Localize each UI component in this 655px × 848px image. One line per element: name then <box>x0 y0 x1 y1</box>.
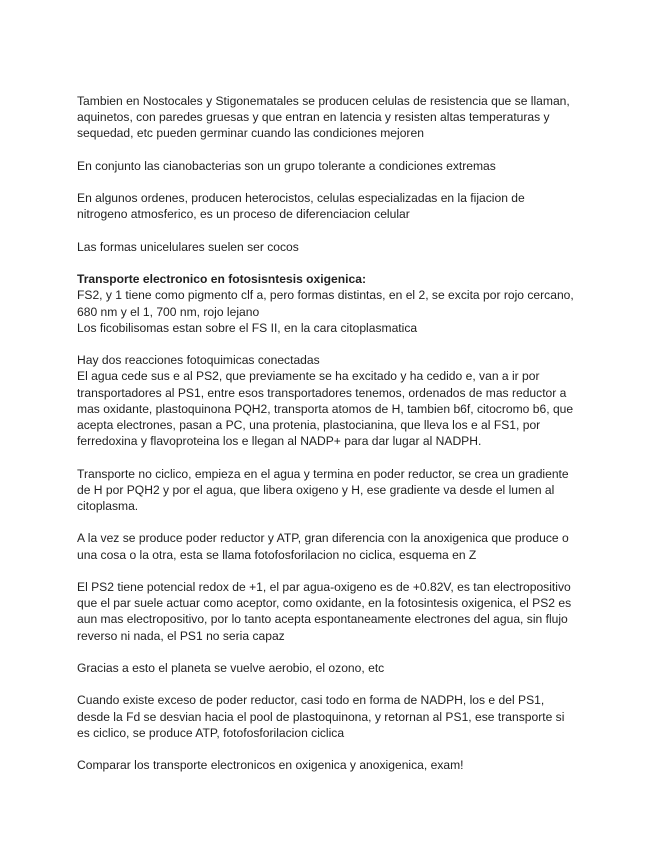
paragraph-cianobacterias: En conjunto las cianobacterias son un grupo tolerante a condiciones extremas <box>77 158 496 173</box>
paragraph-transporte-no-ciclico: Transporte no ciclico, empieza en el agua y termina en poder reductor, se crea un gradiente de H por PQH2 y por el agua, que libera oxigeno y H, ese gradiente va desde el lumen al citoplasma. <box>77 466 569 513</box>
paragraph-fotosistemas: FS2, y 1 tiene como pigmento clf a, pero formas distintas, en el 2, se excita por rojo cercano, 680 nm y el 1, 700 nm, rojo lejano <box>77 288 574 319</box>
paragraph-comparar-exam: Comparar los transporte electronicos en oxigenica y anoxigenica, exam! <box>77 758 464 773</box>
paragraph-formas-unicelulares: Las formas unicelulares suelen ser cocos <box>77 239 299 254</box>
document-body <box>77 93 577 790</box>
section-reacciones-fotoquimicas <box>77 352 577 449</box>
paragraph-esquema-z: A la vez se produce poder reductor y ATP, gran diferencia con la anoxigenica que produce o una cosa o la otra, esta se llama fotofosforilacion no ciclica, esquema en Z <box>77 531 569 562</box>
paragraph-cadena-transporte: El agua cede sus e al PS2, que previamente se ha excitado y ha cedido e, van a ir por transportadores al PS1, entre esos transportadores tenemos, ordenados de mas reductor a mas oxidante, plastoquinona PQH2, transporta atomos de H, tambien b6f, citocromo b6, que acepta electrones, pasan a PC, una protenia, plastocianina, que lleva los e al FS1, por ferredoxina y flavoproteina los e llegan al NADP+ para dar lugar al NADPH. <box>77 369 574 449</box>
paragraph-potencial-redox: El PS2 tiene potencial redox de +1, el par agua-oxigeno es de +0.82V, es tan electropositivo que el par suele actuar como aceptor, como oxidante, en la fotosintesis oxigenica, el PS2 es aun mas electropositivo, por lo tanto acepta espontaneamente electrones del agua, sin flujo reverso ni nada, el PS1 no seria capaz <box>77 579 572 643</box>
section-heading: Transporte electronico en fotosisntesis oxigenica: <box>77 272 366 287</box>
paragraph-planeta-aerobio: Gracias a esto el planeta se vuelve aerobio, el ozono, etc <box>77 660 385 675</box>
paragraph-heterocistos: En algunos ordenes, producen heterocistos, celulas especializadas en la fijacion de nitrogeno atmosferico, es un proceso de diferenciacion celular <box>77 191 525 222</box>
section-transporte-electronico <box>77 271 577 336</box>
paragraph-aquinetos: Tambien en Nostocales y Stigonematales se producen celulas de resistencia que se llaman, aquinetos, con paredes gruesas y que entran en latencia y resisten altas temperaturas y sequedad, etc pueden germinar cuando las condiciones mejoren <box>77 94 570 141</box>
paragraph-fotofosforilacion-ciclica: Cuando existe exceso de poder reductor, casi todo en forma de NADPH, los e del PS1, desde la Fd se desvian hacia el pool de plastoquinona, y retornan al PS1, ese transporte si es ciclico, se produce ATP, fotofosforilacion ciclica <box>77 693 565 740</box>
paragraph-reacciones-intro: Hay dos reacciones fotoquimicas conectadas <box>77 353 320 368</box>
paragraph-ficobilisomas: Los ficobilisomas estan sobre el FS II, en la cara citoplasmatica <box>77 320 418 335</box>
